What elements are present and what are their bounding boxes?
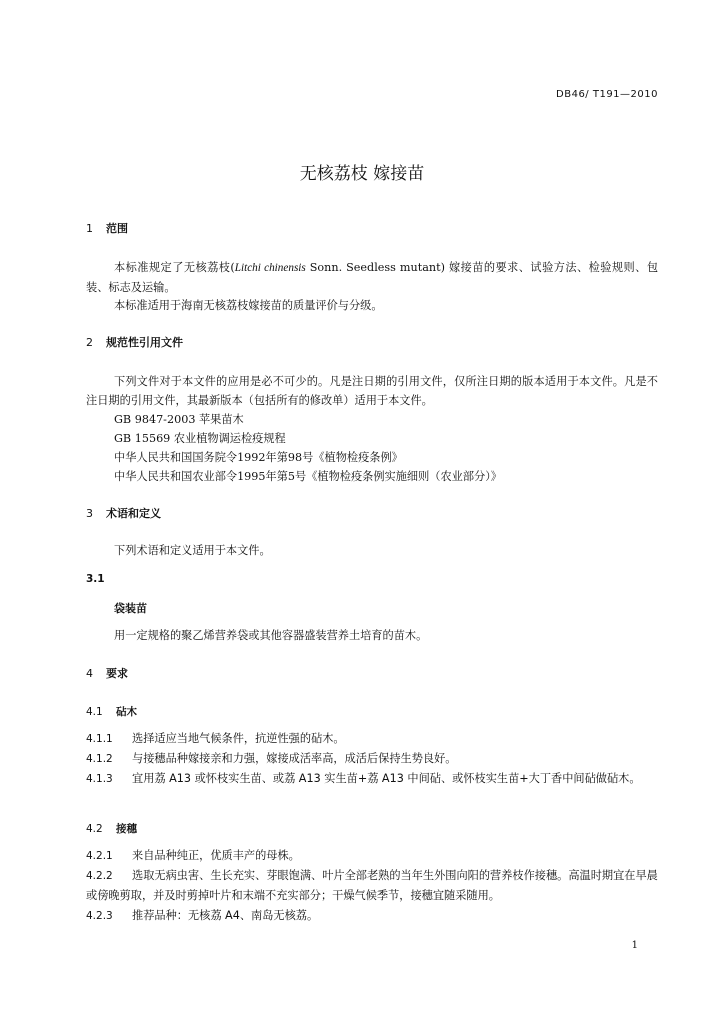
clause-text: 与接穗品种嫁接亲和力强，嫁接成活率高，成活后保持生势良好。 xyxy=(132,752,457,765)
section-4-heading xyxy=(86,665,128,681)
section-title: 术语和定义 xyxy=(106,507,161,520)
text-run: 本标准规定了无核荔枝( xyxy=(114,261,235,274)
term-number: 3.1 xyxy=(86,573,105,585)
section-title: 要求 xyxy=(106,667,128,680)
clause-item xyxy=(86,846,658,866)
reference-item: 中华人民共和国农业部令1995年第5号《植物检疫条例实施细则（农业部分）》 xyxy=(114,470,502,483)
section-2-paragraph-1: 下列文件对于本文件的应用是必不可少的。凡是注日期的引用文件，仅所注日期的版本适用于本文件。凡是不注日期的引用文件，其最新版本（包括所有的修改单）适用于本文件。 xyxy=(86,375,658,407)
reference-item: GB 15569 农业植物调运检疫规程 xyxy=(114,432,286,445)
subsection-4-1-items xyxy=(86,729,658,789)
section-1-paragraph-2: 本标准适用于海南无核荔枝嫁接苗的质量评价与分级。 xyxy=(114,299,383,312)
clause-item xyxy=(86,906,658,926)
clause-text: 选择适应当地气候条件，抗逆性强的砧木。 xyxy=(132,732,345,745)
term-heading: 袋装苗 xyxy=(114,602,147,615)
reference-item: 中华人民共和国国务院令1992年第98号《植物检疫条例》 xyxy=(114,451,403,464)
clause-number: 4.1.1 xyxy=(86,733,113,745)
section-1-heading xyxy=(86,220,128,236)
section-title: 范围 xyxy=(106,222,128,235)
clause-number: 4.2.2 xyxy=(86,870,113,882)
section-2-heading xyxy=(86,334,183,350)
clause-item xyxy=(86,866,658,906)
section-number: 3 xyxy=(86,507,93,520)
subsection-number: 4.2 xyxy=(86,823,103,835)
subsection-number: 4.1 xyxy=(86,706,103,718)
clause-text: 推荐品种：无核荔 A4、南岛无核荔。 xyxy=(132,909,319,922)
section-number: 2 xyxy=(86,336,93,349)
clause-number: 4.2.3 xyxy=(86,910,113,922)
clause-text: 宜用荔 A13 或怀枝实生苗、或荔 A13 实生苗+荔 A13 中间砧、或怀枝实生苗+大丁香中间砧做砧木。 xyxy=(132,772,641,785)
clause-number: 4.1.2 xyxy=(86,753,113,765)
page-number: 1 xyxy=(631,940,638,951)
section-number: 4 xyxy=(86,667,93,680)
subsection-4-1-heading xyxy=(86,704,137,719)
subsection-title: 砧木 xyxy=(116,706,137,718)
latin-name: Litchi chinensis xyxy=(234,262,306,274)
reference-list xyxy=(86,410,658,486)
section-number: 1 xyxy=(86,222,93,235)
clause-text: 选取无病虫害、生长充实、芽眼饱满、叶片全部老熟的当年生外围向阳的营养枝作接穗。高温时期宜在早晨或傍晚剪取，并及时剪掉叶片和末端不充实部分；干燥气候季节，接穗宜随采随用。 xyxy=(86,869,658,902)
clause-item xyxy=(86,749,658,769)
section-1-paragraph-1 xyxy=(86,258,658,297)
standard-code: DB46/ T191—2010 xyxy=(556,89,658,100)
subsection-title: 接穗 xyxy=(116,823,137,835)
clause-number: 4.1.3 xyxy=(86,773,113,785)
clause-item xyxy=(86,769,658,789)
clause-number: 4.2.1 xyxy=(86,850,113,862)
clause-text: 来自品种纯正，优质丰产的母株。 xyxy=(132,849,300,862)
text-run: Sonn. Seedless mutant) 嫁接苗的要求、试验方法、检验规则、包装、标志及运输。 xyxy=(86,261,659,294)
subsection-4-2-items xyxy=(86,846,658,926)
document-title: 无核荔枝 嫁接苗 xyxy=(299,164,425,184)
section-3-paragraph-1: 下列术语和定义适用于本文件。 xyxy=(114,544,271,557)
clause-item xyxy=(86,729,658,749)
reference-item: GB 9847-2003 苹果苗木 xyxy=(114,413,244,426)
term-definition: 用一定规格的聚乙烯营养袋或其他容器盛装营养土培育的苗木。 xyxy=(114,629,428,642)
section-3-heading xyxy=(86,505,161,521)
section-title: 规范性引用文件 xyxy=(106,336,183,349)
subsection-4-2-heading xyxy=(86,821,137,836)
